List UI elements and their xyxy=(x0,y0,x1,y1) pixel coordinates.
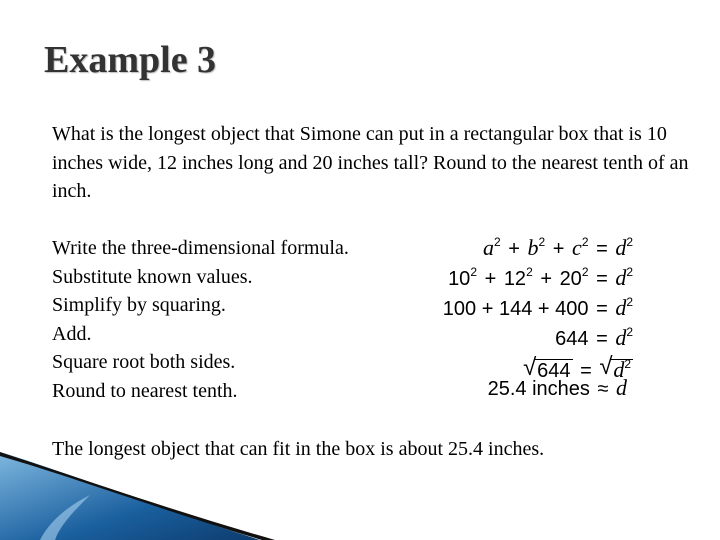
step-item: Substitute known values. xyxy=(52,265,253,288)
step-item: Write the three-dimensional formula. xyxy=(52,237,349,259)
steps-list xyxy=(52,234,349,405)
square-root-symbol: √ $d^2$ xyxy=(599,353,631,382)
step-item: Add. xyxy=(52,322,92,345)
corner-swoosh-decoration xyxy=(0,450,300,540)
equation-added: $644 = d^2$ xyxy=(555,325,633,350)
equation-substitute: $10^2 + 12^2 + 20^2 = d^2$ xyxy=(448,265,633,290)
square-root-symbol: √ 644 xyxy=(523,354,571,382)
equation-squared: $100 + 144 + 400 = d^2$ xyxy=(442,295,633,320)
step-item: Simplify by squaring. xyxy=(52,294,226,316)
step-item: Square root both sides. xyxy=(52,351,236,373)
problem-statement: What is the longest object that Simone can put in a rectangular box that is 10 inches wide, 12 inches long and 20 inches tall? Round to the nearest tenth of an inch. xyxy=(52,123,689,202)
slide-title: Example 3 xyxy=(44,39,217,81)
step-item: Round to nearest tenth. xyxy=(52,379,238,402)
equation-formula: $a^2 + b^2 + c^2 = d^2$ xyxy=(483,235,633,260)
equation-square-root: √ 644 = √ $d^2$ xyxy=(523,356,633,384)
equation-rounded-result: 25.4 inches ≈ d xyxy=(487,375,627,400)
conclusion-text: The longest object that can fit in the box is about 25.4 inches. xyxy=(52,438,545,460)
